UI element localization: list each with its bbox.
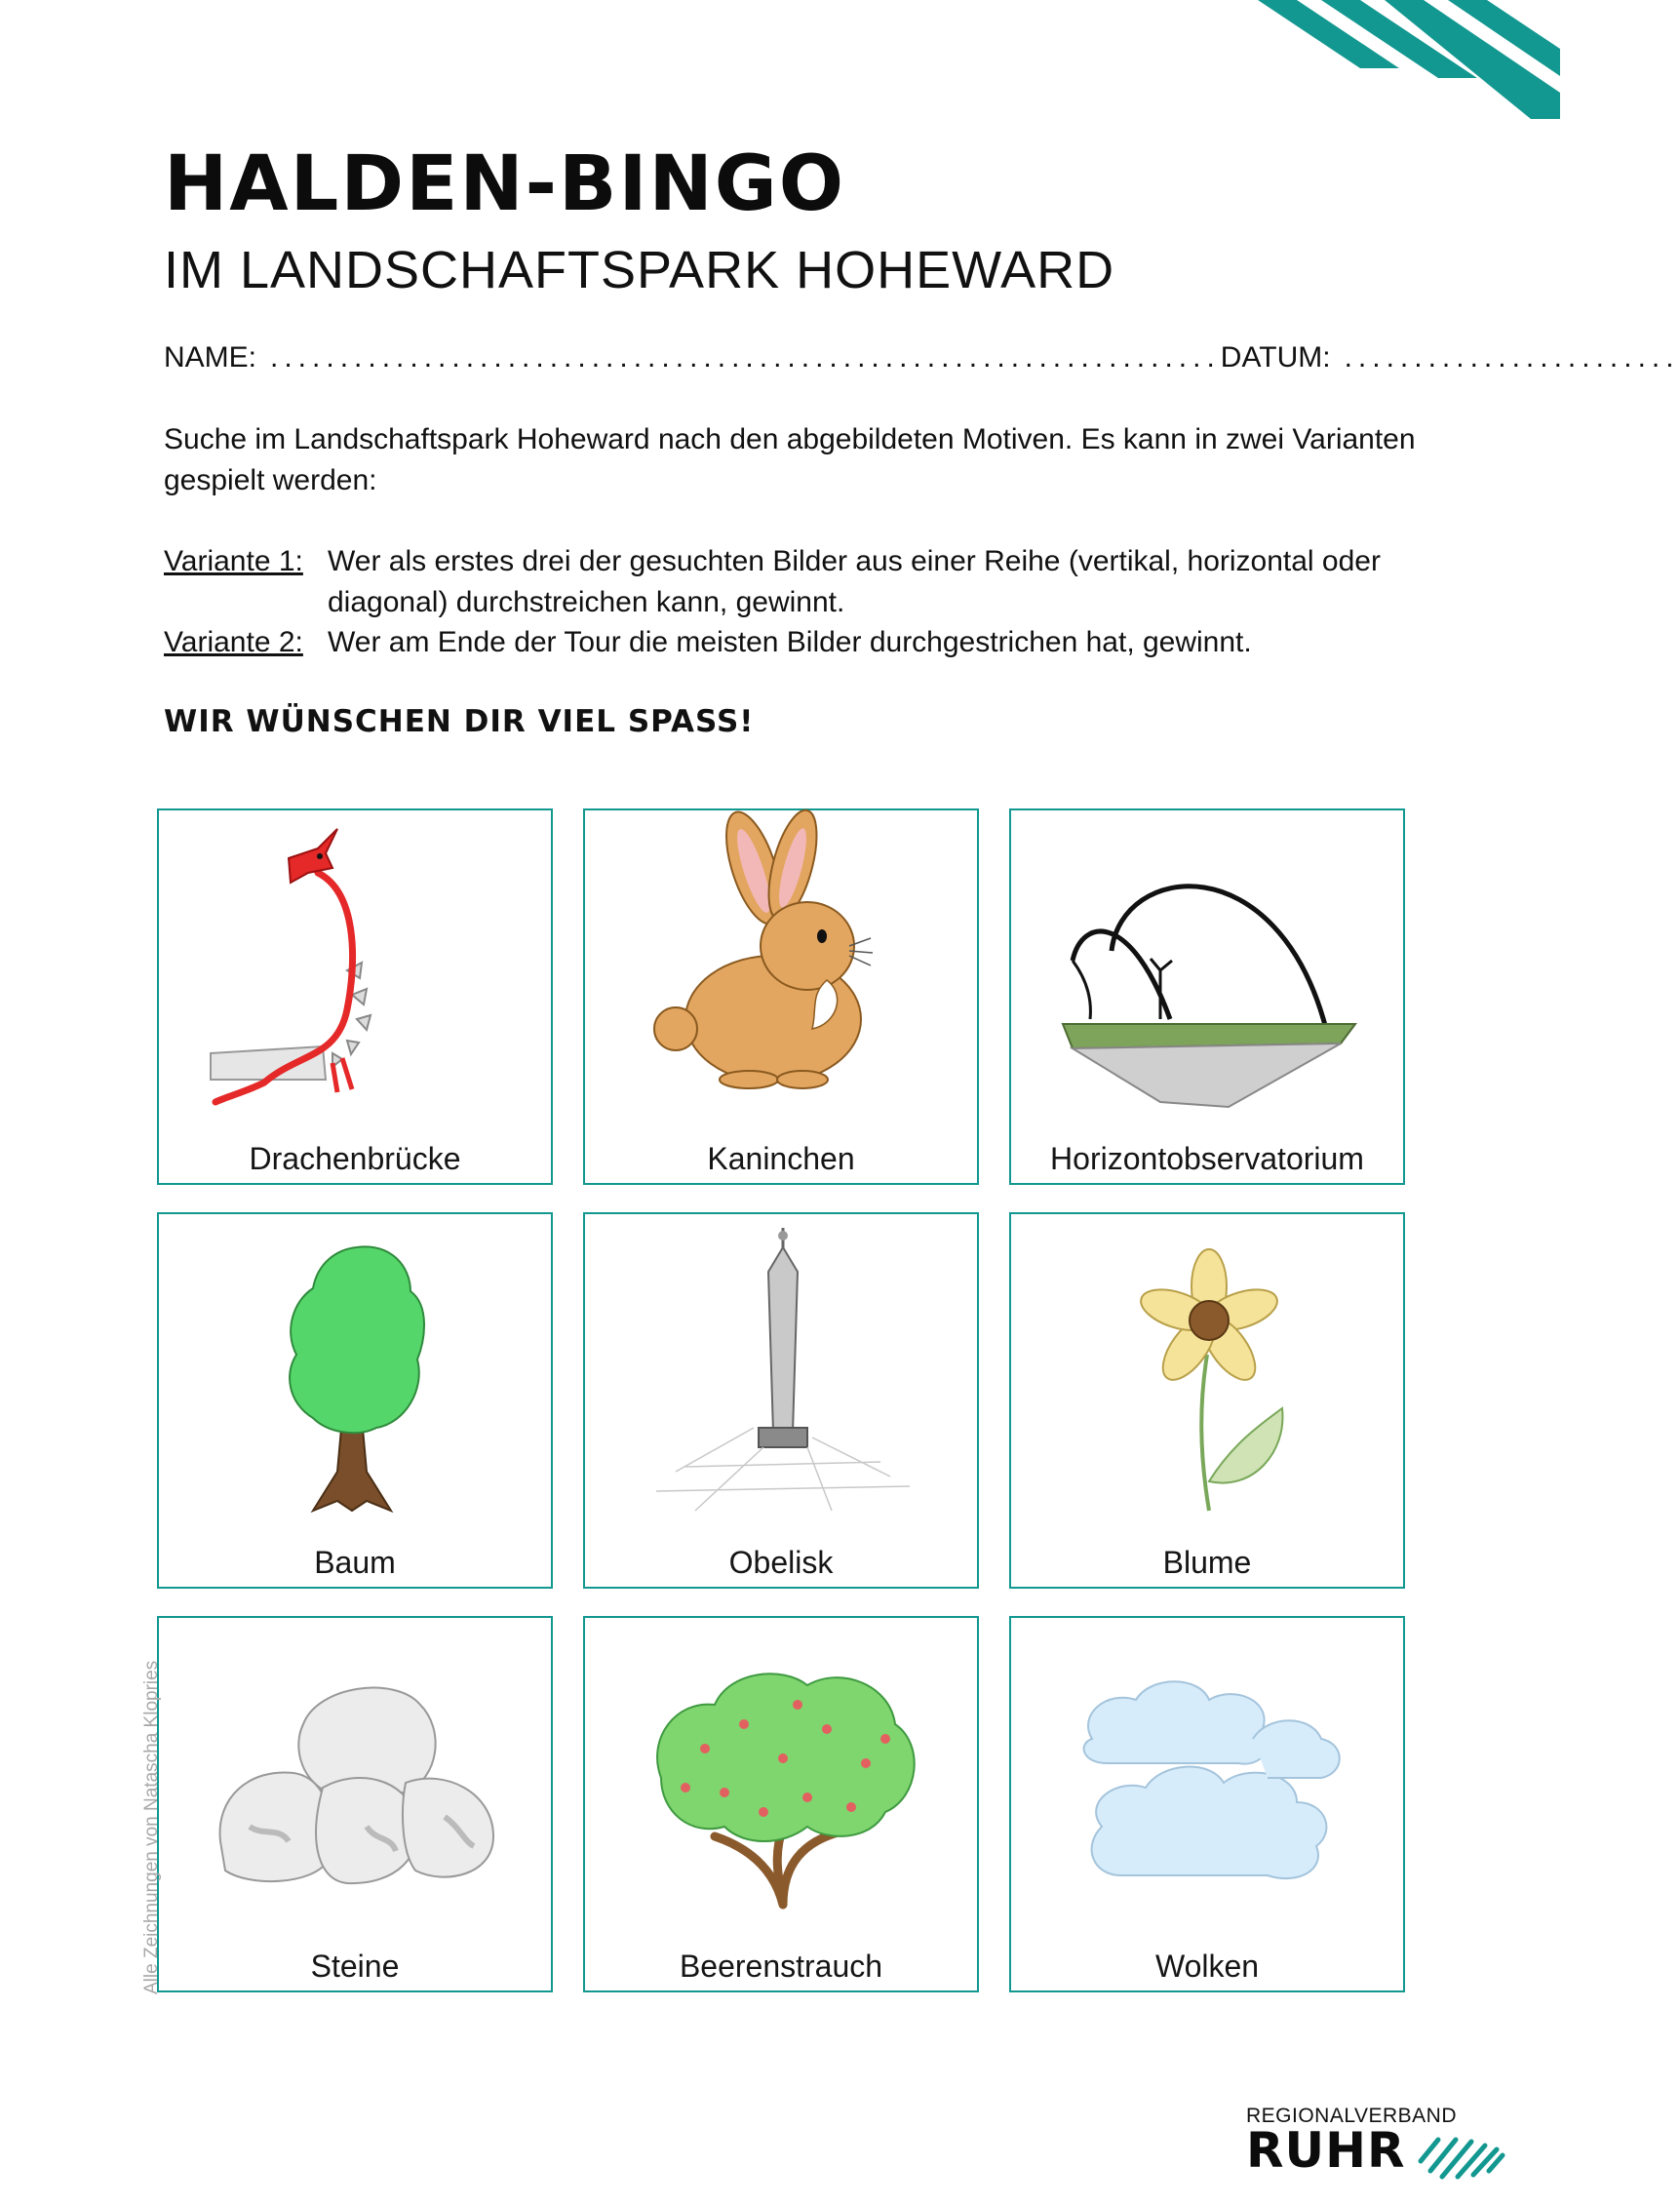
- clouds-icon: [1063, 1632, 1355, 1924]
- bingo-cell-baum[interactable]: [157, 1212, 553, 1589]
- stones-icon: [211, 1632, 503, 1924]
- bingo-cell-label: Drachenbrücke: [249, 1141, 461, 1176]
- wish-heading: WIR WÜNSCHEN DIR VIEL SPASS!: [164, 704, 755, 739]
- tree-icon: [211, 1228, 503, 1520]
- variant-2: [164, 622, 1422, 663]
- bingo-cell-label: Horizontobservatorium: [1050, 1141, 1364, 1176]
- variant-1-text: Wer als erstes drei der gesuchten Bilder aus einer Reihe (vertikal, horizontal oder diagonal) durchstreichen kann, gewinnt.: [328, 545, 1381, 618]
- logo-line-1: REGIONALVERBAND: [1246, 2105, 1457, 2127]
- regionalverband-ruhr-logo: [1246, 2105, 1509, 2183]
- bingo-cell-label: Wolken: [1154, 1949, 1260, 1984]
- bingo-cell-obelisk[interactable]: [583, 1212, 979, 1589]
- bingo-cell-beerenstrauch[interactable]: [583, 1616, 979, 1992]
- bingo-cell-label: Blume: [1162, 1545, 1252, 1580]
- page-subtitle: IM LANDSCHAFTSPARK HOHEWARD: [164, 241, 1115, 299]
- bingo-cell-label: Steine: [310, 1949, 400, 1984]
- corner-stripes-decoration: [1238, 0, 1560, 122]
- name-date-row: [164, 341, 1680, 374]
- berry-bush-icon: [637, 1632, 929, 1924]
- logo-wave-icon: [1417, 2132, 1506, 2181]
- bingo-cell-label: Kaninchen: [707, 1141, 855, 1176]
- bingo-cell-blume[interactable]: [1009, 1212, 1405, 1589]
- bingo-cell-label: Obelisk: [728, 1545, 834, 1580]
- page-title: HALDEN-BINGO: [164, 140, 846, 228]
- date-field[interactable]: ........................: [1344, 341, 1680, 374]
- bingo-cell-kaninchen[interactable]: [583, 808, 979, 1185]
- bingo-cell-horizontobservatorium[interactable]: [1009, 808, 1405, 1185]
- variant-1: [164, 541, 1422, 623]
- bingo-cell-label: Baum: [314, 1545, 396, 1580]
- observatory-icon: [1063, 824, 1355, 1117]
- bingo-cell-label: Beerenstrauch: [679, 1949, 883, 1984]
- name-field[interactable]: ....................................................................: [270, 341, 1221, 374]
- dragon-bridge-icon: [211, 824, 503, 1117]
- bingo-cell-steine[interactable]: [157, 1616, 553, 1992]
- variant-1-label: Variante 1:: [164, 545, 303, 577]
- intro-text: Suche im Landschaftspark Hoheward nach den abgebildeten Motiven. Es kann in zwei Varianten gespielt werden:: [164, 423, 1416, 496]
- illustration-credit: Alle Zeichnungen von Natascha Klopries: [141, 1660, 162, 1994]
- variant-2-text: Wer am Ende der Tour die meisten Bilder durchgestrichen hat, gewinnt.: [328, 626, 1252, 658]
- bingo-grid: [157, 808, 1405, 1992]
- flower-icon: [1063, 1228, 1355, 1520]
- variant-2-label: Variante 2:: [164, 626, 303, 658]
- bingo-cell-wolken[interactable]: [1009, 1616, 1405, 1992]
- logo-line-2: RUHR: [1246, 2122, 1406, 2179]
- bingo-cell-drachenbruecke[interactable]: [157, 808, 553, 1185]
- name-label: NAME:: [164, 341, 257, 374]
- rabbit-icon: [637, 824, 929, 1117]
- date-label: DATUM:: [1220, 341, 1331, 374]
- obelisk-icon: [637, 1228, 929, 1520]
